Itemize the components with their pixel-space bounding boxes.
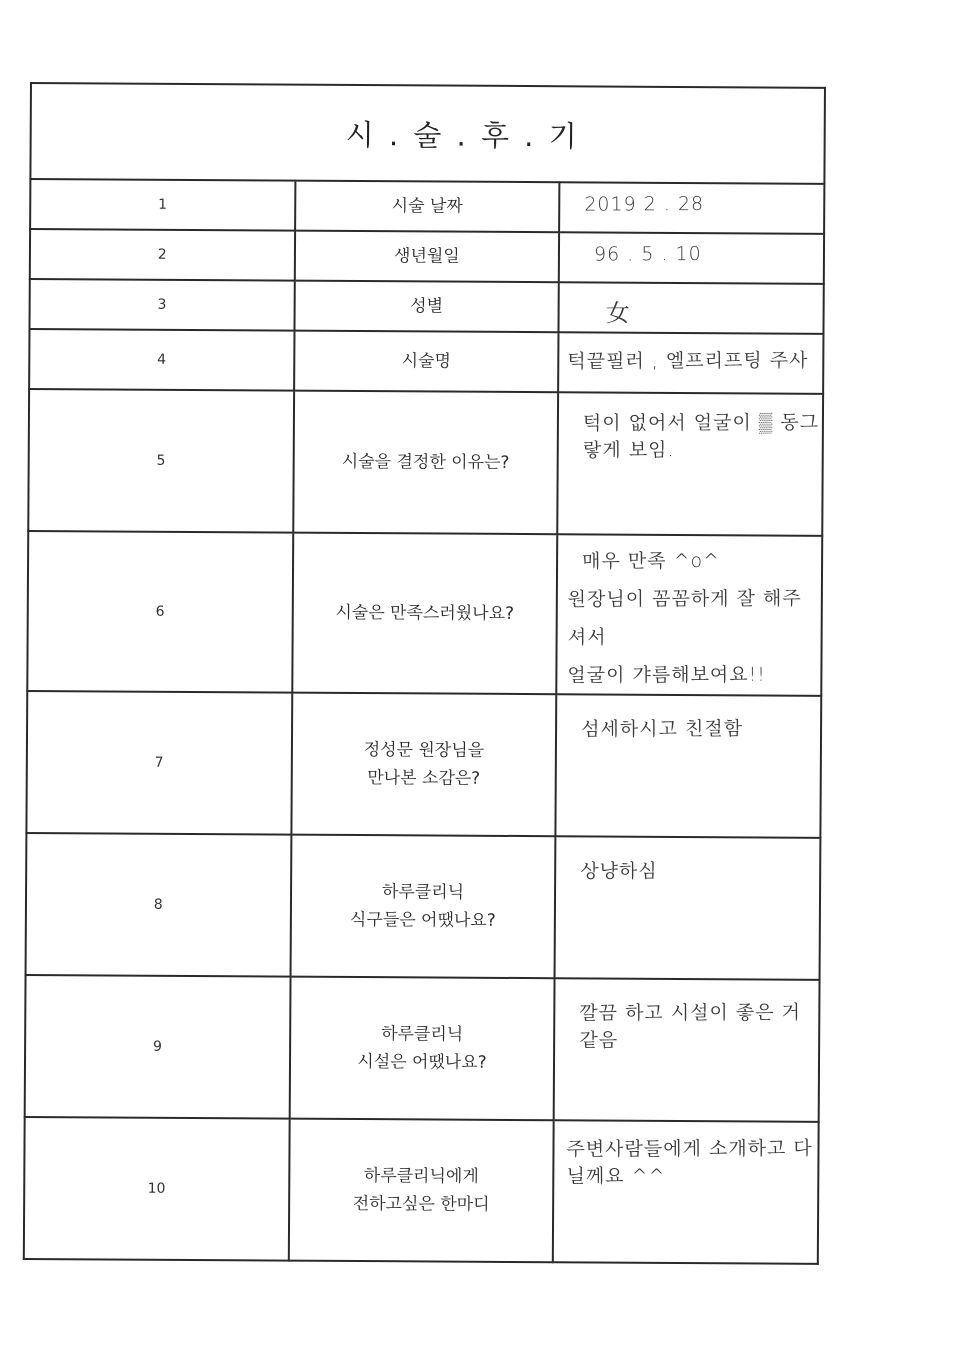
review-table — [23, 82, 826, 1265]
answer-cell[interactable] — [553, 1120, 819, 1264]
answer-cell[interactable] — [558, 392, 824, 536]
answer-cell[interactable] — [558, 332, 823, 394]
handwritten-answer: 턱끝필러 , 엘프리프팅 주사 — [567, 349, 809, 373]
row-number: 5 — [28, 389, 294, 533]
answer-cell[interactable] — [559, 182, 824, 234]
row-number: 6 — [27, 531, 293, 693]
table-row — [29, 329, 823, 394]
answer-cell[interactable] — [555, 836, 821, 980]
row-number: 4 — [29, 329, 294, 391]
table-row — [29, 279, 823, 334]
question-label: 시술 날짜 — [295, 181, 560, 233]
row-number: 7 — [26, 691, 292, 835]
question-label: 생년월일 — [294, 231, 559, 283]
handwritten-answer: 매우 만족 ^o^ — [582, 549, 721, 573]
table-row — [27, 531, 822, 696]
question-label: 하루클리닉 식구들은 어땠나요? — [290, 835, 556, 979]
handwritten-answer: 턱이 없어서 얼굴이 ▒ 동그랗게 보임. — [583, 411, 820, 462]
row-number: 3 — [29, 279, 294, 331]
handwritten-answer: 2019 2 . 28 — [584, 192, 705, 216]
question-label: 정성문 원장님을 만나본 소감은? — [291, 693, 557, 837]
table-row — [25, 975, 820, 1122]
answer-cell[interactable] — [557, 534, 823, 696]
handwritten-answer: 女 — [605, 299, 632, 328]
answer-cell[interactable] — [554, 978, 820, 1122]
handwritten-answer: 섬세하시고 친절함 — [581, 717, 744, 741]
answer-cell[interactable] — [559, 232, 824, 284]
row-number: 10 — [24, 1117, 290, 1261]
form-title: 시 . 술 . 후 . 기 — [30, 83, 825, 184]
table-row — [24, 1117, 819, 1264]
answer-cell[interactable] — [556, 694, 822, 838]
handwritten-answer: 얼굴이 갸름해보여요!! — [567, 663, 767, 687]
row-number: 1 — [30, 179, 295, 231]
handwritten-answer: 원장님이 꼼꼼하게 잘 해주셔서 — [567, 587, 803, 649]
question-label: 시술은 만족스러웠나요? — [292, 533, 558, 695]
question-label: 성별 — [294, 281, 559, 333]
table-row — [26, 833, 821, 980]
handwritten-answer: 상냥하심 — [580, 860, 659, 883]
handwritten-answer: 주변사람들에게 소개하고 다닐께요 ^^ — [566, 1137, 814, 1188]
row-number: 8 — [26, 833, 292, 977]
table-row — [30, 179, 824, 234]
question-label: 시술명 — [294, 331, 559, 393]
review-form — [23, 82, 826, 1259]
question-label: 하루클리닉에게 전하고싶은 한마디 — [288, 1119, 554, 1263]
table-row — [28, 389, 823, 536]
row-number: 9 — [25, 975, 291, 1119]
answer-cell[interactable] — [559, 282, 824, 334]
table-row — [26, 691, 821, 838]
row-number: 2 — [30, 229, 295, 281]
question-label: 시술을 결정한 이유는? — [293, 391, 559, 535]
table-row — [30, 229, 824, 284]
handwritten-answer: 깔끔 하고 시설이 좋은 거 같음 — [579, 1001, 802, 1052]
question-label: 하루클리닉 시설은 어땠나요? — [289, 977, 555, 1121]
handwritten-answer: 96 . 5 . 10 — [594, 242, 703, 266]
